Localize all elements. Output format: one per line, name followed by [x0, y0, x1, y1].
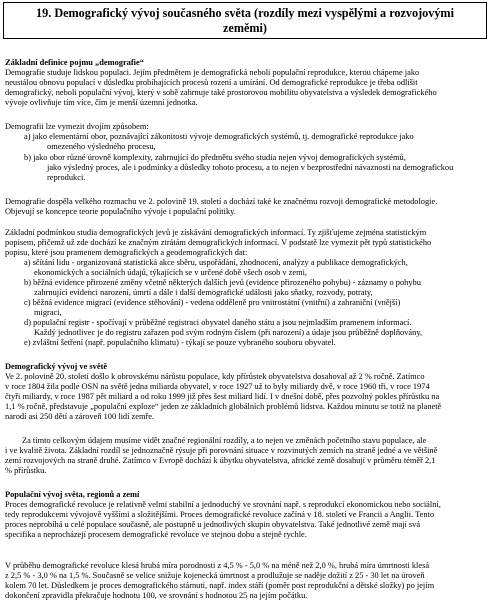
paragraph-line: Základní podmínkou studia demografických jevů je získávání demografických informací. Ty zjišťujeme zejména statistickým [5, 228, 427, 237]
paragraph-line: Objevují se koncepce teorie populačního vývoje i populační politiky. [5, 207, 236, 216]
paragraph-line: Demografie studuje lidskou populaci. Jejím předmětem je demografická neboli populační reprodukce, kterou chápeme jako [5, 68, 420, 77]
paragraph-line: Ve 2. polovině 20. století došlo k obrovskému nárůstu populace, kdy přírůstek obyvatelstva dosahoval až 2 % ročně. Zatímco [5, 372, 425, 381]
list-item-e: e) zvláštní šetření (např. populačního klimatu) - týkají se pouze vybraného souboru obyvatel. [24, 338, 336, 347]
list-item-b-cont: reprodukci. [47, 173, 86, 182]
paragraph-line: Demografii lze vymezit dvojím způsobem: [5, 122, 149, 131]
paragraph-line: i ve kvalitě života. Základní rozdíl se jednoznačně rýsuje při porovnání situace v rozvinutých zemích na straně jedné a ve většině [5, 446, 438, 455]
paragraph-line: čtyři miliardy, v roce 1987 pět miliard a od roku 1999 již přes šest miliard lidí. I v dnešní době, přes pozvolný pokles přírůstku na [5, 392, 440, 401]
paragraph-line: popisem, přičemž už zde dochází ke značným ztrátám demografických informací. V podstatě lze vymezit pět typů statistického [5, 238, 432, 247]
list-item-b: b) jako obor různé úrovně komplexity, zahrnující do předmětu svého studia nejen vývoj demografických systémů, [24, 153, 406, 162]
list-item-b-cont: zahrnující evidenci narození, úmrtí a dále i další demografické události jako sňatky, rozvody, potraty, [34, 288, 373, 297]
paragraph-line: narodí asi 250 dětí a zároveň 100 lidí zemře. [5, 412, 155, 421]
list-item-c: c) běžná evidence migrací (evidence stěhování) - vedena odděleně pro vnitrostátní (vnitřní) a zahraniční (vnější) [24, 298, 401, 307]
paragraph-line: zemí rozvojových na straně druhé. Zatímco v Evropě dochází k úbytku obyvatelstva, africké země dosahují v průměru téměř 2,1 [5, 456, 436, 465]
paragraph-line: kolem 70 let. Důsledkem je proces demografického stárnutí, např. index stáří (poměr post reprodukční a dětské složky) po jejím [5, 581, 435, 590]
list-item-c-cont: migraci, [34, 308, 62, 317]
paragraph-line: vývoje ovlivňuje tím více, čím je menší územní jednotka. [5, 98, 198, 107]
list-item-a-cont: ekonomických a sociálních údajů, týkajících se v určené době všech osob v zemi, [34, 268, 308, 277]
title-line-2: zeměmi) [223, 21, 267, 35]
paragraph-line: % přírůstku. [5, 466, 47, 475]
paragraph-line: neustálou obnovu populací v důsledku probíhajících procesů rození a umírání. Od demografické reprodukce je třeba odlišit [5, 78, 418, 87]
section-heading-world: Demografický vývoj ve světě [5, 362, 108, 371]
paragraph-line: v roce 1804 žila podle OSN na světě jedna miliarda obyvatel, v roce 1927 už to byly miliardy dvě, v roce 1960 tři, v roce 1974 [5, 382, 430, 391]
paragraph-line: Za tímto celkovým údajem musíme vidět značné regionální rozdíly, a to nejen ve změnách početního stavu populace, ale [22, 436, 427, 445]
paragraph-line: demografický, neboli populační vývoj, který v sobě zahrnuje také prostorovou mobilitu obyvatelstva a výsledek demografického [5, 88, 437, 97]
list-item-d: d) populační registr - spočívají v průběžné registraci obyvatel daného státu a jsou nejmladším pramenem informací. [24, 318, 412, 327]
paragraph-line: tedy reprodukcemi vývojově vyššími a složitějšími. Proces demografické revoluce začíná v 18. století ve Francii a Anglii. Tento [5, 510, 435, 519]
paragraph-line: Demografie dospěla velkého rozmachu ve 2. polovině 19. století a dochází také ke značnému rozvoji demografické metodologie. [5, 197, 438, 206]
paragraph-line: dokončení zpravidla překračuje hodnotu 100, ve srovnání s hodnotou 25 na jejím počátku. [5, 591, 308, 600]
section-heading-definition: Základní definice pojmu „demografie“ [5, 58, 144, 67]
title-box [3, 2, 487, 39]
list-item-a: a) jako elementární obor, poznávající zákonitosti vývoje demografických systémů, tj. demografické reprodukce jako [24, 132, 414, 141]
section-heading-regions: Populační vývoj světa, regionů a zemí [5, 490, 140, 499]
paragraph-line: z 2,5 % - 3,0 % na 1,5 %. Současně se velice snižuje kojenecká úmrtnost a prodlužuje se naděje dožití z 25 - 30 let na úroveň [5, 571, 425, 580]
paragraph-line: specifika a neprocházejí procesem demografické revoluce ve stejnou dobu a stejně rychle. [5, 530, 307, 539]
list-item-d-cont: Každý jednotlivec je do registru zařazen pod svým rodným číslem (při narození) a údaje jsou průběžně doplňovány, [34, 328, 423, 337]
paragraph-line: V průběhu demografické revoluce klesá hrubá míra porodnosti z 4,5 % - 5,0 % na méně než 2,0 %, hrubá míra úmrtnosti klesá [5, 561, 430, 570]
list-item-b-cont: jako výsledný proces, ale i podmínky a důsledky tohoto procesu, a to nejen v bezprostřední návaznosti na demografickou [47, 163, 454, 172]
title-line-1: 19. Demografický vývoj současného světa (rozdíly mezi vyspělými a rozvojovými [36, 6, 454, 20]
list-item-a-cont: omezeného výsledného procesu, [47, 142, 156, 151]
paragraph-line: Proces demografické revoluce je relativně velmi stabilní a jednoduchý ve srovnání např. s reprodukcí ekonomickou nebo sociální, [5, 500, 441, 509]
list-item-b: b) běžná evidence přirozené změny včetně některých dalších jevů (evidence přirozeného pohybu) - záznamy o pohybu [24, 278, 421, 287]
paragraph-line: 1,1 % ročně, představuje „populační exploze“ jeden ze základních globálních problémů lidstva. Každou minutu se totiž na planetě [5, 402, 442, 411]
list-item-a: a) sčítání lidu - organizovaná statistická akce sběru, uspořádání, zhodnocení, analýzy a publikace demografických, [24, 258, 408, 267]
paragraph-line: proces neprobíhá u celé populace současně, ale postupně u jednotlivých skupin obyvatelstva. Také jednotlivé země mají svá [5, 520, 421, 529]
paragraph-line: popisu, které jsou pramenem demografických a geodemografických dat: [5, 248, 248, 257]
page-title [4, 6, 486, 36]
